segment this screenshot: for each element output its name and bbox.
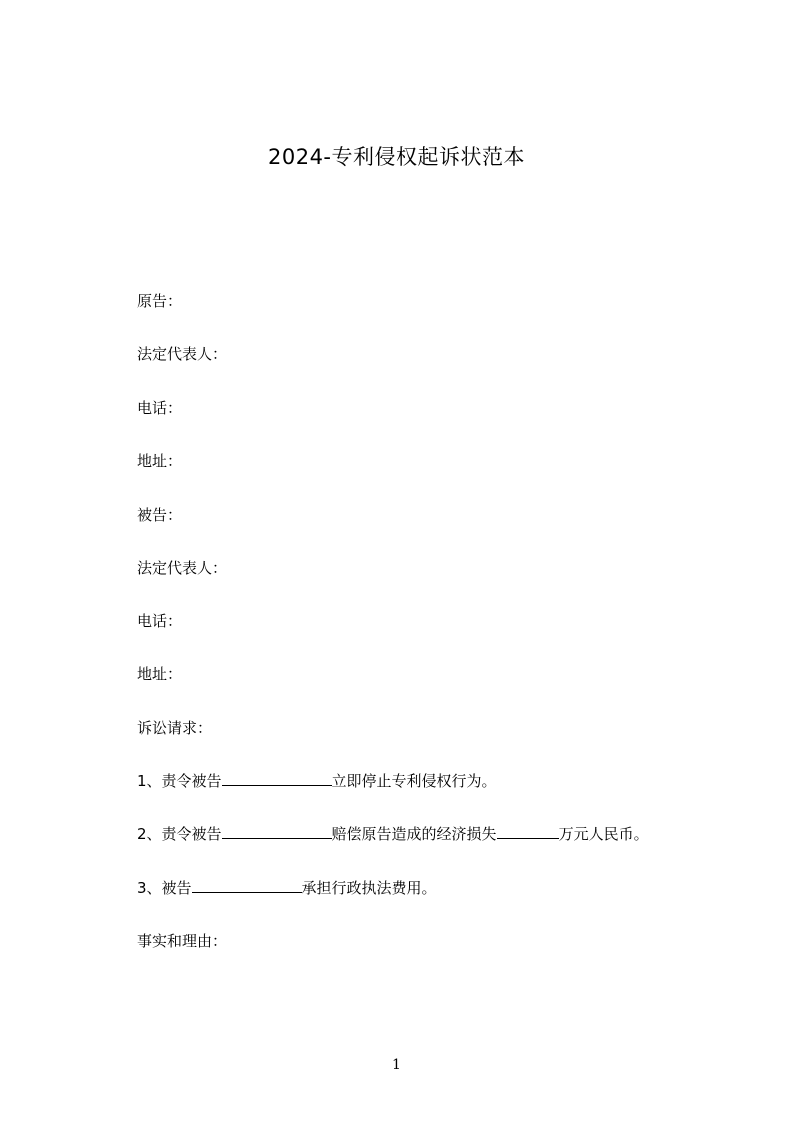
claim-item-2-middle: 赔偿原告造成的经济损失 <box>331 825 497 843</box>
plaintiff-label: 原告： <box>137 292 183 310</box>
claim-item-1-suffix: 立即停止专利侵权行为。 <box>331 772 497 790</box>
defendant-address-label: 地址： <box>137 665 183 683</box>
claim-item-2-suffix: 万元人民币。 <box>558 825 649 843</box>
claim-item-3 <box>137 878 437 898</box>
defendant-label: 被告： <box>137 506 183 524</box>
claim-item-3-suffix: 承担行政执法费用。 <box>301 879 437 897</box>
plaintiff-representative-label: 法定代表人： <box>137 345 228 363</box>
claim-item-2-prefix: 2、责令被告 <box>137 825 222 843</box>
claim-item-1 <box>137 771 497 791</box>
plaintiff-phone-label: 电话： <box>137 399 183 417</box>
defendant-representative-label: 法定代表人： <box>137 559 228 577</box>
claims-heading: 诉讼请求： <box>137 719 213 737</box>
facts-heading: 事实和理由： <box>137 932 228 950</box>
defendant-name-blank <box>222 824 332 839</box>
defendant-phone-label: 电话： <box>137 612 183 630</box>
claim-item-3-prefix: 3、被告 <box>137 879 192 897</box>
document-title: 2024-专利侵权起诉状范本 <box>267 145 526 169</box>
claim-item-1-prefix: 1、责令被告 <box>137 772 222 790</box>
claim-item-2 <box>137 824 649 844</box>
page-number: 1 <box>392 1057 401 1073</box>
plaintiff-address-label: 地址： <box>137 452 183 470</box>
loss-amount-blank <box>497 824 559 839</box>
defendant-name-blank <box>222 771 332 786</box>
defendant-name-blank <box>192 878 302 893</box>
